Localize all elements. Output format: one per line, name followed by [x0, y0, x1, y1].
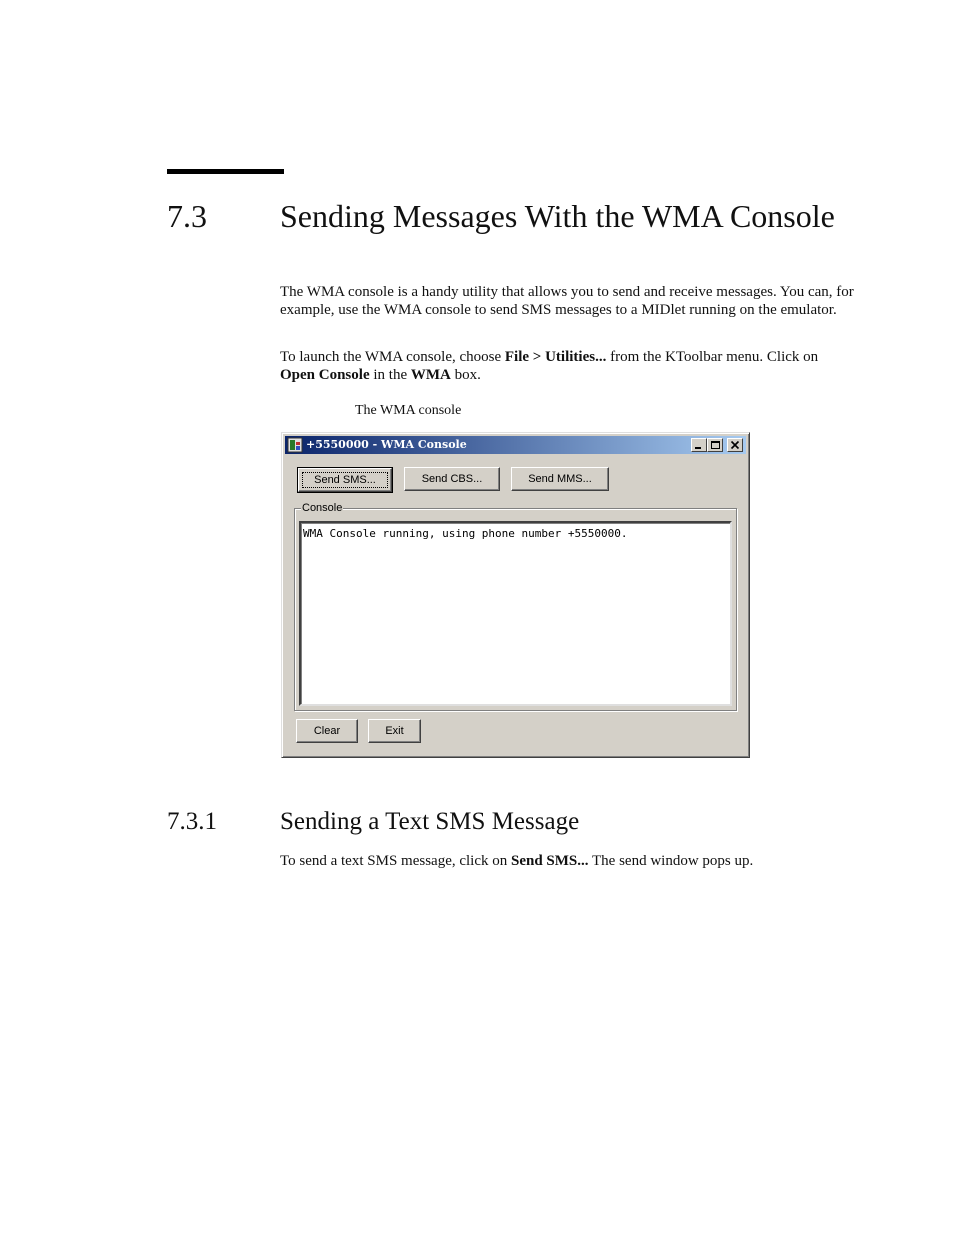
java-app-icon — [287, 437, 303, 453]
section-number: 7.3 — [167, 198, 207, 234]
maximize-icon — [708, 439, 722, 451]
open-console-term: Open Console — [280, 367, 370, 383]
close-button[interactable] — [727, 438, 743, 452]
wma-console-window — [281, 432, 750, 758]
send-sms-label: Send SMS... — [314, 474, 376, 486]
section-title: Sending Messages With the WMA Console — [280, 198, 835, 234]
launch-paragraph: To launch the WMA console, choose File > Utilities... from the KToolbar menu. Click on Open Console in the WMA box. — [280, 349, 819, 383]
menu-path: File > Utilities... — [504, 349, 607, 365]
subsection-title: Sending a Text SMS Message — [280, 808, 580, 835]
section-rule — [167, 169, 284, 174]
close-icon — [728, 439, 742, 451]
send-cbs-label: Send CBS... — [421, 473, 483, 485]
wma-term: WMA — [410, 367, 451, 383]
send-sms-button[interactable] — [298, 468, 392, 492]
minimize-icon — [692, 439, 706, 451]
subsection-number: 7.3.1 — [167, 808, 217, 835]
window-title: +5550000 - WMA Console — [306, 438, 467, 451]
title-bar[interactable] — [285, 436, 746, 454]
console-text: WMA Console running, using phone number +5550000. — [303, 527, 628, 540]
exit-button[interactable] — [368, 719, 421, 743]
maximize-button[interactable] — [707, 438, 723, 452]
console-group-label: Console — [302, 502, 343, 514]
clear-button[interactable] — [296, 719, 358, 743]
send-mms-button[interactable] — [511, 467, 609, 491]
focus-ring — [302, 472, 388, 488]
console-group — [294, 502, 737, 711]
exit-label: Exit — [385, 725, 404, 737]
clear-label: Clear — [313, 725, 341, 737]
send-mms-label: Send MMS... — [528, 473, 592, 485]
send-cbs-button[interactable] — [404, 467, 500, 491]
sms-paragraph: To send a text SMS message, click on Send SMS... The send window pops up. — [280, 853, 754, 869]
figure-caption: The WMA console — [355, 403, 462, 418]
console-output[interactable] — [299, 521, 732, 706]
send-sms-term: Send SMS... — [511, 853, 589, 869]
intro-paragraph: The WMA console is a handy utility that allows you to send and receive messages. You can, for example, use the WMA console to send SMS messages to a MIDlet running on the emulator. — [280, 284, 854, 318]
minimize-button[interactable] — [691, 438, 707, 452]
